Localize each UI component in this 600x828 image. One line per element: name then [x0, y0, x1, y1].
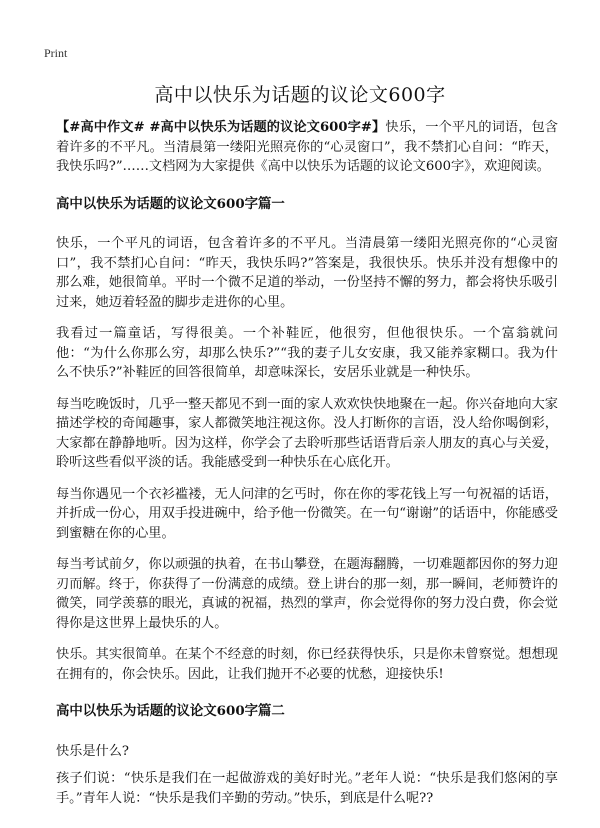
paragraph: 快乐。其实很简单。在某个不经意的时刻，你已经获得快乐，只是你未曾察觉。想想现在拥有的，你会快乐。因此，让我们抛开不必要的忧愁，迎接快乐!	[56, 647, 558, 682]
intro-text: 快乐，一个平凡的词语，包含着许多的不平凡。当清晨第一缕阳光照亮你的“心灵窗口”，我不禁扪心自问：“昨天，我快乐吗?”……文档网为大家提供《高中以快乐为话题的议论文600字》，欢迎阅读。	[56, 120, 558, 174]
paragraph: 孩子们说：“快乐是我们在一起做游戏的美好时光。”老年人说：“快乐是我们悠闲的享手。”青年人说：“快乐是我们辛勤的劳动。”快乐，到底是什么呢??	[56, 771, 558, 806]
intro-paragraph	[56, 118, 558, 177]
paragraph: 快乐，一个平凡的词语，包含着许多的不平凡。当清晨第一缕阳光照亮你的“心灵窗口”，我不禁扪心自问：“昨天，我快乐吗?”答案是，我很快乐。快乐并没有想像中的那么难，她很简单。平时一个微不足道的举动，一份坚持不懈的努力，都会将快乐吸引过来，她迈着轻盈的脚步走进你的心里。	[56, 236, 558, 310]
paragraph: 我看过一篇童话，写得很美。一个补鞋匠，他很穷，但他很快乐。一个富翁就问他：“为什么你那么穷，却那么快乐?”“我的妻子儿女安康，我又能养家糊口。我为什么不快乐?”补鞋匠的回答很简单，却意味深长，安居乐业就是一种快乐。	[56, 326, 558, 380]
paragraph: 快乐是什么?	[56, 743, 130, 759]
paragraph: 每当吃晚饭时，几乎一整天都见不到一面的家人欢欢快快地聚在一起。你兴奋地向大家描述学校的奇闻趣事，家人都微笑地注视这你。没人打断你的言语，没人给你喝倒彩，大家都在静静地听。因为这样，你学会了去聆听那些话语背后亲人朋友的真心与关爱，聆听这些看似平淡的话。我能感受到一种快乐在心底化开。	[56, 396, 558, 470]
article-body	[56, 118, 558, 820]
paragraph: 每当考试前夕，你以顽强的执着，在书山攀登，在题海翻腾，一切难题都因你的努力迎刃而解。终于，你获得了一份满意的成绩。登上讲台的那一刻，那一瞬间，老师赞许的微笑，同学羡慕的眼光，真诚的祝福，热烈的掌声，你会觉得你的努力没白费，你会觉得你是这世界上最快乐的人。	[56, 557, 558, 631]
section-heading-1: 高中以快乐为话题的议论文600字篇一	[56, 195, 285, 212]
intro-tag: 【#高中作文# #高中以快乐为话题的议论文600字#】	[56, 120, 386, 135]
print-label[interactable]: Print	[44, 46, 68, 60]
paragraph: 每当你遇见一个衣衫褴褛，无人问津的乞丐时，你在你的零花钱上写一句祝福的话语，并折成一份心，用双手投进碗中，给予他一份微笑。在一句“谢谢”的话语中，你能感受到蜜糖在你的心里。	[56, 486, 558, 541]
section-heading-2: 高中以快乐为话题的议论文600字篇二	[56, 703, 285, 719]
article-title: 高中以快乐为话题的议论文600字	[154, 84, 446, 106]
